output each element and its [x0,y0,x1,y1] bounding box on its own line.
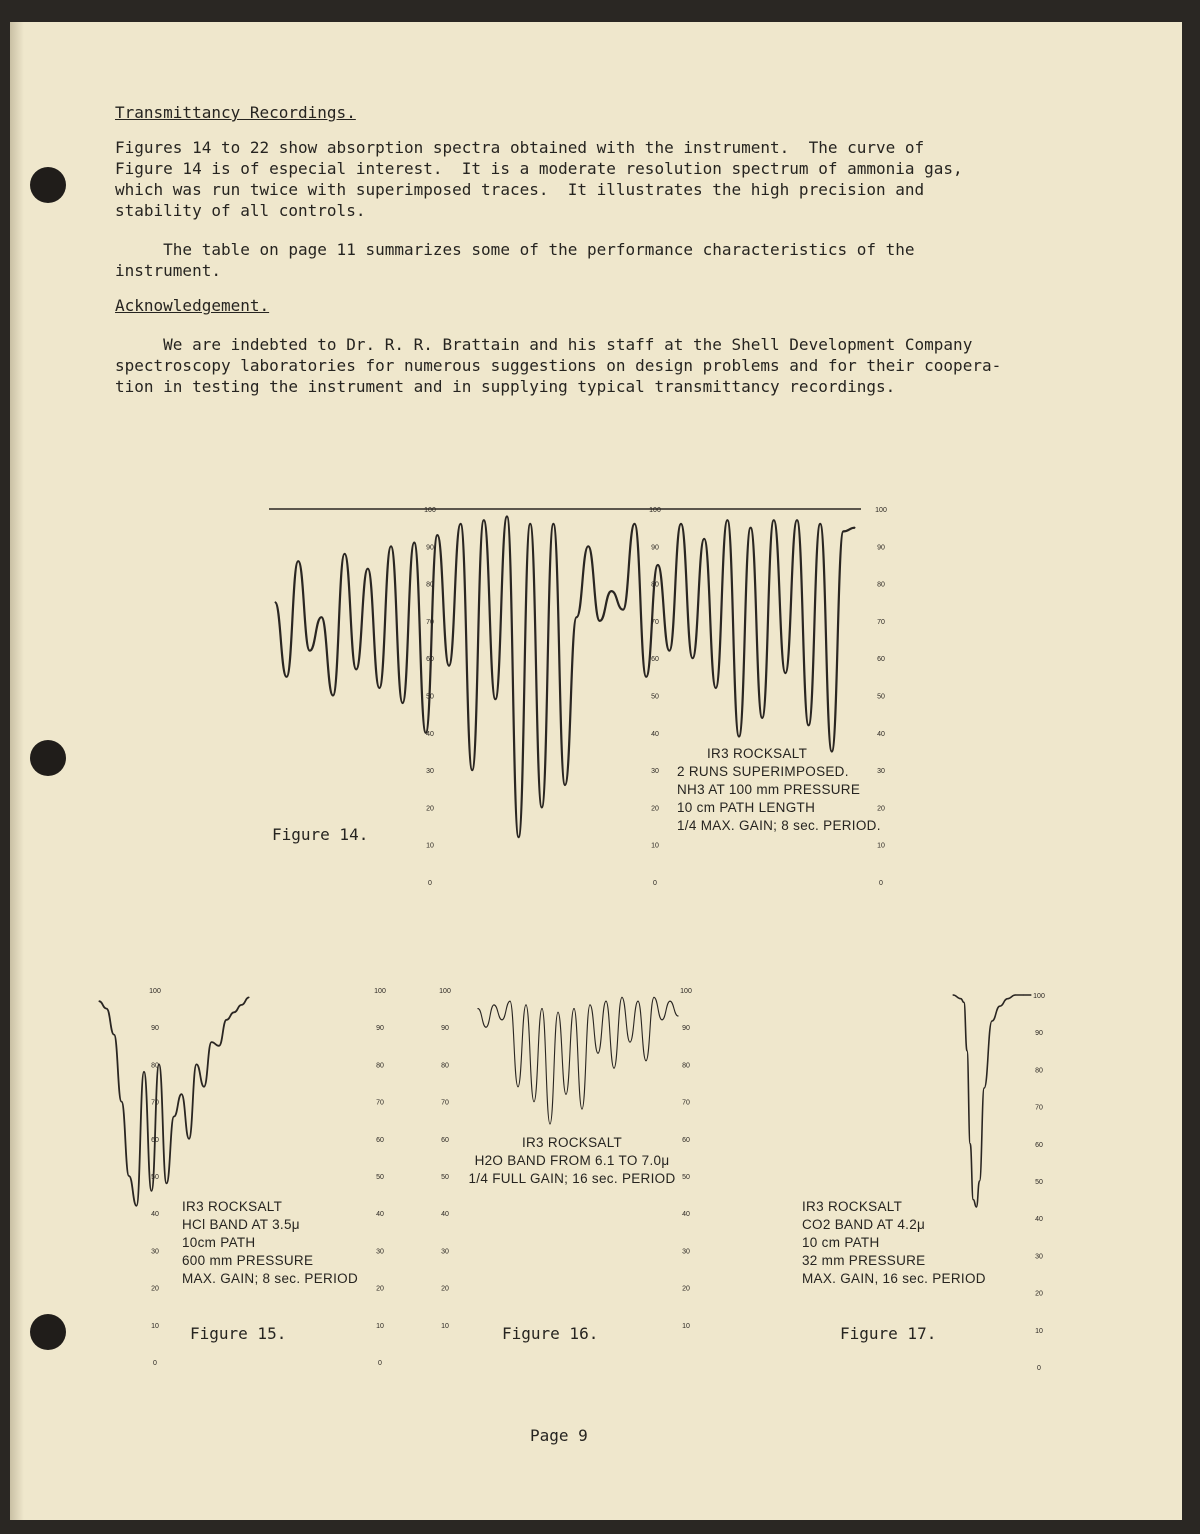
y-tick-label: 10 [1035,1327,1043,1335]
y-tick-label: 60 [682,1136,690,1144]
data-point [218,1045,219,1046]
data-point [211,1042,212,1043]
caption-line: MAX. GAIN, 16 sec. PERIOD [802,1271,986,1286]
figure-15-caption [182,1198,358,1288]
y-tick-label: 80 [877,581,885,589]
data-point [493,1004,494,1005]
caption-line: 600 mm PRESSURE [182,1253,314,1268]
data-point [274,602,275,603]
y-tick-label: 80 [441,1062,449,1070]
data-point [121,1101,122,1102]
data-point [565,1094,566,1095]
y-tick-label: 50 [441,1174,449,1181]
y-tick-label: 10 [426,842,434,850]
data-point [581,1108,582,1109]
data-point [1030,994,1031,995]
data-point [1015,994,1016,995]
data-point [605,1001,606,1002]
paragraph-line: which was run twice with superimposed traces. It illustrates the high precision and [115,180,925,199]
data-point [704,538,705,539]
data-point [517,1086,518,1087]
paragraph-line: tion in testing the instrument and in supplying typical transmittancy recordings. [115,377,896,396]
y-tick-label: 90 [376,1025,384,1033]
data-point [820,523,821,524]
y-tick-label: 100 [149,988,161,995]
y-tick-label: 80 [682,1062,690,1070]
data-point [472,770,473,771]
y-tick-label: 20 [682,1285,690,1293]
y-tick-label: 60 [1035,1141,1043,1149]
y-tick-label: 70 [376,1099,384,1107]
data-point [509,1001,510,1002]
paragraph-line: Figures 14 to 22 show absorption spectra obtained with the instrument. The curve of [115,138,925,157]
y-tick-label: 90 [441,1025,449,1033]
data-point [970,1143,971,1144]
y-tick-label: 80 [426,581,434,589]
y-tick-label: 10 [376,1322,384,1330]
caption-line: IR3 ROCKSALT [707,746,808,761]
data-point [762,717,763,718]
y-tick-label: 20 [426,805,434,813]
data-point [573,1008,574,1009]
caption-line: H2O BAND FROM 6.1 TO 7.0μ [474,1153,670,1168]
y-tick-label: 60 [426,656,434,664]
data-point [525,1004,526,1005]
data-point [530,523,531,524]
y-tick-label: 30 [441,1248,449,1256]
y-tick-label: 0 [879,880,883,887]
y-tick-label: 80 [651,581,659,589]
binding-crease [10,22,24,1520]
y-tick-label: 60 [376,1136,384,1144]
data-point [646,676,647,677]
data-point [241,1004,242,1005]
data-point [966,1050,967,1051]
data-point [669,1001,670,1002]
data-point [653,997,654,998]
y-tick-label: 50 [376,1174,384,1181]
paragraph-line: Figure 14 is of especial interest. It is a moderate resolution spectrum of ammonia gas, [115,159,963,178]
y-tick-label: 90 [426,544,434,552]
y-tick-label: 70 [151,1099,159,1107]
caption-line: 2 RUNS SUPERIMPOSED. [677,764,849,779]
data-point [588,546,589,547]
y-tick-label: 50 [426,693,434,701]
data-point [533,1101,534,1102]
y-tick-label: 40 [1035,1216,1043,1224]
figure-14-caption [677,745,881,835]
data-point [1023,994,1024,995]
y-tick-label: 100 [424,507,436,514]
y-tick-label: 20 [1035,1290,1043,1298]
data-point [541,807,542,808]
data-point [796,520,797,521]
data-point [645,1060,646,1061]
data-point [286,676,287,677]
data-point [332,695,333,696]
y-tick-label: 10 [651,842,659,850]
caption-line: 1/4 MAX. GAIN; 8 sec. PERIOD. [677,818,881,833]
y-tick-label: 20 [151,1285,159,1293]
data-point [773,520,774,521]
y-tick-label: 0 [378,1360,382,1367]
paragraph-line: instrument. [115,261,221,280]
y-tick-label: 0 [653,880,657,887]
data-point [599,620,600,621]
data-point [750,527,751,528]
y-tick-label: 70 [651,618,659,626]
y-tick-label: 0 [428,880,432,887]
paragraph-line: The table on page 11 summarizes some of the performance characteristics of the [115,240,915,259]
y-tick-label: 100 [649,507,661,514]
data-point [785,673,786,674]
paragraph-line: spectroscopy laboratories for numerous suggestions on design problems and for their coopera- [115,356,1002,375]
data-point [321,617,322,618]
y-tick-label: 30 [151,1248,159,1256]
data-point [402,702,403,703]
y-tick-label: 90 [651,544,659,552]
y-tick-label: 10 [877,842,885,850]
paragraph-line: stability of all controls. [115,201,366,220]
data-point [233,1012,234,1013]
y-tick-label: 30 [682,1248,690,1256]
y-tick-label: 40 [877,730,885,738]
data-point [541,1008,542,1009]
data-point [506,516,507,517]
data-point [597,1053,598,1054]
y-tick-label: 60 [441,1136,449,1144]
data-point [549,1123,550,1124]
caption-line: IR3 ROCKSALT [521,1135,623,1150]
data-point [518,837,519,838]
data-point [158,1064,159,1065]
data-point [356,669,357,670]
punch-hole [30,740,66,776]
heading-transmittancy: Transmittancy Recordings. [115,103,356,122]
y-tick-label: 60 [877,656,885,664]
data-point [501,1019,502,1020]
data-point [483,520,484,521]
y-tick-label: 100 [680,988,692,995]
data-point [298,561,299,562]
data-point [448,665,449,666]
paragraph-line: We are indebted to Dr. R. R. Brattain and his staff at the Shell Development Company [115,335,973,354]
data-point [622,609,623,610]
figure-16-caption [447,1134,697,1188]
data-point [680,523,681,524]
y-tick-label: 90 [682,1025,690,1033]
y-tick-label: 70 [682,1099,690,1107]
y-tick-label: 80 [151,1062,159,1070]
data-point [979,1180,980,1181]
y-tick-label: 60 [151,1136,159,1144]
y-tick-label: 20 [441,1285,449,1293]
y-tick-label: 40 [151,1211,159,1219]
y-tick-label: 50 [651,693,659,701]
figure-17-label: Figure 17. [840,1324,937,1343]
caption-line: 10 cm PATH [802,1235,880,1250]
data-point [113,1034,114,1035]
y-tick-label: 50 [877,693,885,701]
data-point [414,542,415,543]
data-point [1007,998,1008,999]
punch-hole [30,1314,66,1350]
y-tick-label: 100 [1033,993,1045,1000]
y-tick-label: 10 [441,1322,449,1330]
caption-line: NH3 AT 100 mm PRESSURE [677,782,861,797]
data-point [657,564,658,565]
series-line-h2o [478,997,678,1124]
data-point [226,1019,227,1020]
data-point [143,1071,144,1072]
y-tick-label: 0 [153,1360,157,1367]
data-point [634,523,635,524]
data-point [613,1068,614,1069]
y-tick-label: 50 [151,1174,159,1181]
y-tick-label: 10 [682,1322,690,1330]
y-tick-label: 0 [1037,1365,1041,1372]
data-point [495,699,496,700]
y-tick-label: 20 [376,1285,384,1293]
data-point [952,994,953,995]
y-tick-label: 40 [651,730,659,738]
data-point [854,527,855,528]
figure-16-label: Figure 16. [502,1324,599,1343]
document-page [10,22,1182,1520]
data-point [692,658,693,659]
y-tick-label: 50 [682,1174,690,1181]
data-point [564,784,565,785]
data-point [621,997,622,998]
y-tick-label: 70 [877,618,885,626]
data-point [196,1064,197,1065]
data-point [629,1042,630,1043]
caption-line: MAX. GAIN; 8 sec. PERIOD [182,1271,358,1286]
data-point [553,523,554,524]
data-point [991,1020,992,1021]
caption-line: IR3 ROCKSALT [802,1199,903,1214]
y-tick-label: 90 [1035,1030,1043,1038]
y-tick-label: 30 [1035,1253,1043,1261]
data-point [611,591,612,592]
data-point [151,1190,152,1191]
data-point [677,1015,678,1016]
data-point [576,617,577,618]
data-point [485,1027,486,1028]
data-point [390,546,391,547]
y-tick-label: 90 [877,544,885,552]
y-tick-label: 100 [875,507,887,514]
data-point [173,1116,174,1117]
data-point [136,1205,137,1206]
series-line-co2 [953,995,1031,1207]
figure-17-caption [802,1198,986,1288]
data-point [460,523,461,524]
data-point [669,650,670,651]
data-point [379,687,380,688]
y-tick-label: 10 [151,1322,159,1330]
data-point [589,1004,590,1005]
y-tick-label: 30 [651,768,659,776]
data-point [166,1183,167,1184]
y-tick-label: 70 [1035,1104,1043,1112]
caption-line: IR3 ROCKSALT [182,1199,283,1214]
data-point [963,1002,964,1003]
data-point [999,1006,1000,1007]
data-point [98,1001,99,1002]
figure-14-label: Figure 14. [272,825,369,844]
y-tick-label: 70 [441,1099,449,1107]
y-tick-label: 30 [877,768,885,776]
caption-line: HCl BAND AT 3.5μ [182,1217,300,1232]
data-point [309,650,310,651]
page-number: Page 9 [530,1426,588,1445]
data-point [128,1175,129,1176]
data-point [203,1086,204,1087]
data-point [984,1087,985,1088]
data-point [477,1008,478,1009]
y-tick-label: 30 [376,1248,384,1256]
y-tick-label: 40 [376,1211,384,1219]
data-point [661,1019,662,1020]
y-tick-label: 80 [376,1062,384,1070]
figure-17-spectrum [935,957,1050,1372]
caption-line: 10 cm PATH LENGTH [677,800,816,815]
y-tick-label: 30 [426,768,434,776]
data-point [425,732,426,733]
y-tick-label: 60 [651,656,659,664]
punch-hole [30,167,66,203]
y-tick-label: 20 [877,805,885,813]
y-tick-label: 40 [682,1211,690,1219]
figure-15-label: Figure 15. [190,1324,287,1343]
y-tick-label: 40 [441,1211,449,1219]
y-tick-label: 50 [1035,1179,1043,1186]
y-tick-label: 90 [151,1025,159,1033]
y-tick-label: 100 [439,988,451,995]
data-point [960,998,961,999]
y-tick-label: 40 [426,730,434,738]
data-point [738,736,739,737]
y-tick-label: 20 [651,805,659,813]
data-point [344,553,345,554]
caption-line: 1/4 FULL GAIN; 16 sec. PERIOD [468,1171,676,1186]
data-point [637,1001,638,1002]
data-point [106,1008,107,1009]
data-point [188,1138,189,1139]
data-point [727,520,728,521]
data-point [715,687,716,688]
data-point [437,535,438,536]
data-point [181,1094,182,1095]
figure-15-spectrum [85,957,386,1367]
caption-line: 10cm PATH [182,1235,256,1250]
data-point [557,1012,558,1013]
caption-line: 32 mm PRESSURE [802,1253,926,1268]
data-point [843,531,844,532]
data-point [367,568,368,569]
data-point [248,997,249,998]
y-tick-label: 100 [374,988,386,995]
heading-acknowledgement: Acknowledgement. [115,296,270,315]
y-tick-label: 80 [1035,1067,1043,1075]
caption-line: CO2 BAND AT 4.2μ [802,1217,926,1232]
y-tick-label: 70 [426,618,434,626]
data-point [808,725,809,726]
